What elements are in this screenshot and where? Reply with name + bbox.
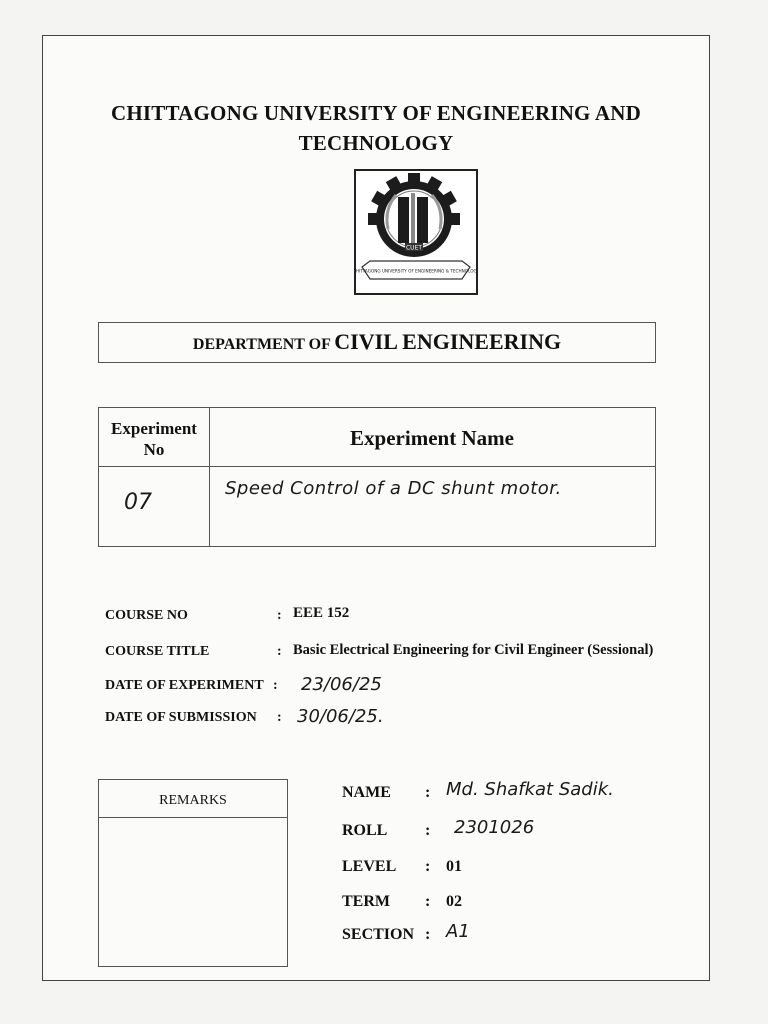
student-roll-label: ROLL <box>342 822 388 839</box>
date-of-submission-value: 30/06/25. <box>297 706 384 727</box>
colon: : <box>425 926 431 943</box>
logo-ribbon-text: CHITTAGONG UNIVERSITY OF ENGINEERING & TECHNOLOGY <box>356 268 476 274</box>
student-roll-value: 2301026 <box>454 817 535 838</box>
experiment-name-value: Speed Control of a DC shunt motor. <box>225 478 562 499</box>
cover-page <box>42 35 710 981</box>
student-name-label: NAME <box>342 784 391 801</box>
experiment-name-header: Experiment Name <box>350 426 514 450</box>
cuet-emblem-icon <box>356 171 476 293</box>
colon: : <box>277 644 282 659</box>
department-name: CIVIL ENGINEERING <box>334 329 562 354</box>
remarks-header: REMARKS <box>99 780 287 818</box>
university-logo <box>354 169 478 295</box>
university-title <box>43 98 709 158</box>
date-of-experiment-label: DATE OF EXPERIMENT <box>105 678 264 693</box>
department-prefix: DEPARTMENT OF <box>192 336 335 353</box>
student-section-value: A1 <box>446 921 470 942</box>
date-of-experiment-value: 23/06/25 <box>301 674 382 695</box>
logo-seal-text: CUET <box>405 244 423 252</box>
student-term-value: 02 <box>446 893 462 910</box>
colon: : <box>425 784 431 801</box>
student-term-label: TERM <box>342 893 390 910</box>
remarks-box <box>98 779 288 967</box>
colon: : <box>425 822 431 839</box>
table-divider-horizontal <box>99 466 655 467</box>
experiment-table <box>98 407 656 547</box>
university-title-line2: TECHNOLOGY <box>298 131 454 155</box>
department-banner <box>98 322 656 363</box>
student-name-value: Md. Shafkat Sadik. <box>446 779 614 800</box>
course-no-value: EEE 152 <box>293 605 350 621</box>
experiment-no-header-line1: Experiment <box>111 419 197 438</box>
experiment-no-header-line2: No <box>143 440 165 459</box>
student-level-value: 01 <box>446 858 462 875</box>
student-level-label: LEVEL <box>342 858 397 875</box>
course-no-label: COURSE NO <box>105 608 188 623</box>
colon: : <box>425 893 431 910</box>
colon: : <box>277 608 282 623</box>
student-section-label: SECTION <box>342 926 415 943</box>
university-title-line1: CHITTAGONG UNIVERSITY OF ENGINEERING AND <box>111 101 641 125</box>
date-of-submission-label: DATE OF SUBMISSION <box>105 710 257 725</box>
course-title-label: COURSE TITLE <box>105 644 210 659</box>
experiment-no-header <box>99 418 209 460</box>
colon: : <box>425 858 431 875</box>
course-title-value: Basic Electrical Engineering for Civil Engineer (Sessional) <box>293 642 654 658</box>
colon: : <box>277 710 282 725</box>
experiment-no-value: 07 <box>124 490 152 515</box>
colon: : <box>273 678 278 693</box>
